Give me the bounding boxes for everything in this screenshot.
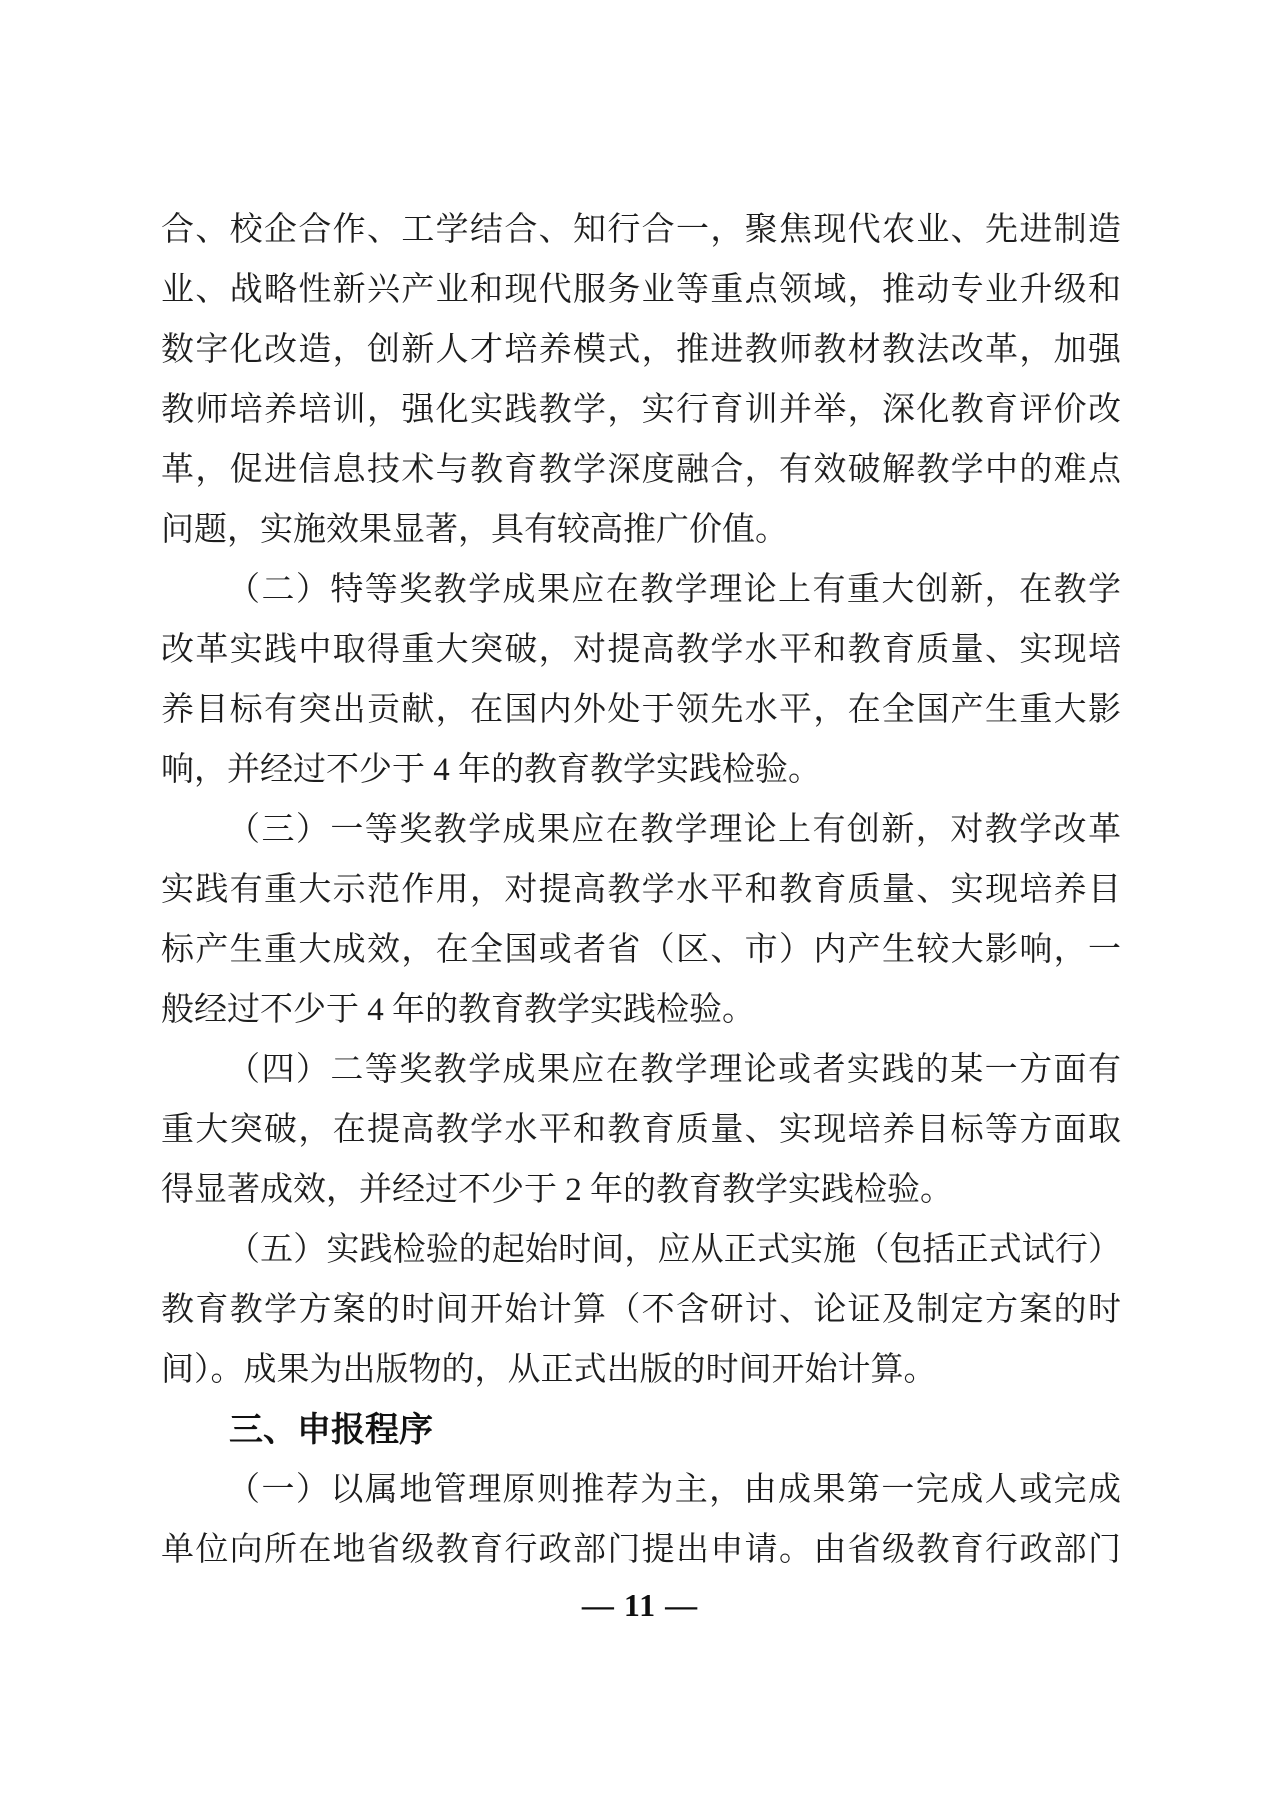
text-line: 业、战略性新兴产业和现代服务业等重点领域，推动专业升级和 bbox=[161, 272, 1121, 308]
text-line: 间）。成果为出版物的，从正式出版的时间开始计算。 bbox=[161, 1352, 937, 1388]
text-line: 实践有重大示范作用，对提高教学水平和教育质量、实现培养目 bbox=[161, 872, 1121, 908]
text-line: 革，促进信息技术与教育教学深度融合，有效破解教学中的难点 bbox=[161, 452, 1121, 488]
text-line: 教育教学方案的时间开始计算（不含研讨、论证及制定方案的时 bbox=[161, 1292, 1121, 1328]
page-number: — 11 — bbox=[581, 1587, 699, 1623]
text-line: 养目标有突出贡献，在国内外处于领先水平，在全国产生重大影 bbox=[161, 692, 1121, 728]
text-line: 重大突破，在提高教学水平和教育质量、实现培养目标等方面取 bbox=[161, 1112, 1121, 1148]
text-line: 单位向所在地省级教育行政部门提出申请。由省级教育行政部门 bbox=[161, 1532, 1121, 1568]
text-line: 般经过不少于 4 年的教育教学实践检验。 bbox=[161, 992, 755, 1028]
text-line: 问题，实施效果显著，具有较高推广价值。 bbox=[161, 512, 788, 548]
document-body bbox=[161, 200, 1121, 1580]
text-line: 标产生重大成效，在全国或者省（区、市）内产生较大影响，一 bbox=[161, 932, 1121, 968]
text-line: 改革实践中取得重大突破，对提高教学水平和教育质量、实现培 bbox=[161, 632, 1121, 668]
text-line: （三）一等奖教学成果应在教学理论上有创新，对教学改革 bbox=[227, 812, 1121, 848]
text-line: 教师培养培训，强化实践教学，实行育训并举，深化教育评价改 bbox=[161, 392, 1121, 428]
text-line: （五）实践检验的起始时间，应从正式实施（包括正式试行） bbox=[227, 1232, 1121, 1268]
text-line: 数字化改造，创新人才培养模式，推进教师教材教法改革，加强 bbox=[161, 332, 1121, 368]
text-line: （一）以属地管理原则推荐为主，由成果第一完成人或完成 bbox=[227, 1472, 1121, 1508]
section-heading: 三、申报程序 bbox=[229, 1411, 433, 1449]
text-line: 响，并经过不少于 4 年的教育教学实践检验。 bbox=[161, 752, 821, 788]
text-line: （四）二等奖教学成果应在教学理论或者实践的某一方面有 bbox=[227, 1052, 1121, 1088]
text-line: 得显著成效，并经过不少于 2 年的教育教学实践检验。 bbox=[161, 1172, 953, 1208]
text-line: 合、校企合作、工学结合、知行合一，聚焦现代农业、先进制造 bbox=[161, 212, 1121, 248]
text-line: （二）特等奖教学成果应在教学理论上有重大创新，在教学 bbox=[227, 572, 1121, 608]
